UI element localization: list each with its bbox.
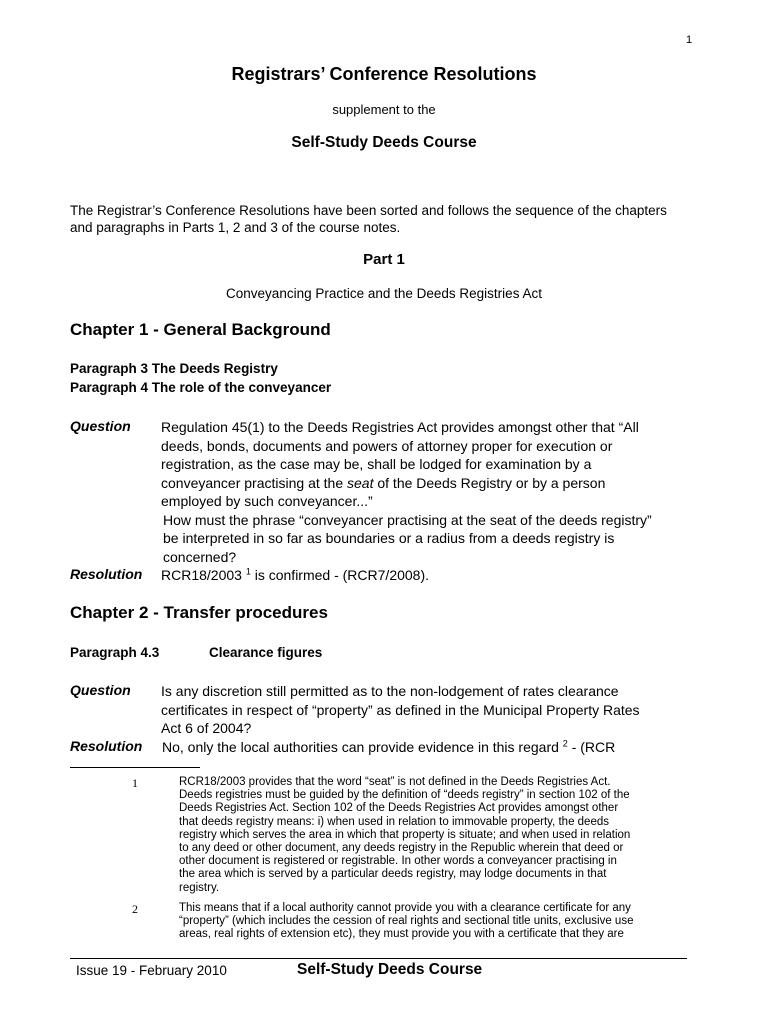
question-line: employed by such conveyancer...” <box>161 493 373 509</box>
document-subtitle: supplement to the <box>332 102 436 117</box>
seat-italic: seat <box>347 474 374 491</box>
footnote-line: other document is registered or registrable. In other words a conveyancer practising in <box>179 855 617 868</box>
footer-course-title: Self-Study Deeds Course <box>297 961 483 978</box>
paragraph-4-heading: Paragraph 4 The role of the conveyancer <box>70 380 332 395</box>
chapter-2-heading: Chapter 2 - Transfer procedures <box>70 603 328 622</box>
question-line: Regulation 45(1) to the Deeds Registries Act provides amongst other that “All <box>161 419 639 435</box>
question-line: registration, as the case may be, shall be lodged for examination by a <box>161 456 592 472</box>
footnote-line: Deeds Registries Act. Section 102 of the Deeds Registries Act provides amongst other <box>179 802 619 815</box>
resolution-label: Resolution <box>70 738 143 754</box>
question-line: be interpreted in so far as boundaries or a radius from a deeds registry is <box>163 530 615 546</box>
question-line: Act 6 of 2004? <box>161 720 252 736</box>
question-line: deeds, bonds, documents and powers of attorney proper for execution or <box>161 437 613 454</box>
part-subtitle: Conveyancing Practice and the Deeds Registries Act <box>226 286 542 301</box>
chapter-1-resolution: RCR18/2003 $^1$ is confirmed - (RCR7/2008). <box>161 566 430 583</box>
footer-rule <box>70 958 687 959</box>
question-line: Is any discretion still permitted as to the non-lodgement of rates clearance <box>161 683 619 699</box>
footnote-line: This means that if a local authority cannot provide you with a clearance certificate for any <box>179 902 631 914</box>
footnote-line: the area which is served by a particular deeds registry, may lodge documents in that <box>179 868 607 881</box>
chapter-2-resolution: No, only the local authorities can provide evidence in this regard $^2$ - (RCR <box>162 738 616 755</box>
footnote-line: Deeds registries must be guided by the definition of “deeds registry” in section 102 of the <box>179 789 630 802</box>
footnote-separator <box>70 767 200 768</box>
document-title: Registrars’ Conference Resolutions <box>231 64 537 84</box>
paragraph-3-heading: Paragraph 3 The Deeds Registry <box>70 361 278 376</box>
footnote-line: registry which serves the area in which that property is situate; and when used in relation <box>179 828 631 841</box>
footnote-2 <box>179 902 719 942</box>
question-label: Question <box>70 418 131 434</box>
footnote-1 <box>179 776 719 895</box>
footer-issue: Issue 19 - February 2010 <box>76 963 227 978</box>
paragraph-4-3-title: Clearance figures <box>209 645 323 660</box>
intro-paragraph: The Registrar’s Conference Resolutions have been sorted and follows the sequence of the chapters and paragraphs in Parts 1, 2 and 3 of the course notes. <box>70 203 667 235</box>
footnote-number: 2 <box>132 902 138 916</box>
chapter-1-question <box>161 418 701 566</box>
footnote-ref-2: 2 <box>562 738 568 749</box>
footnote-ref-1: 1 <box>245 566 251 577</box>
course-title: Self-Study Deeds Course <box>291 134 477 151</box>
footnote-line: “property” (which includes the cession of real rights and sectional title units, exclusive use <box>179 915 634 928</box>
footnote-line: registry. <box>179 881 220 894</box>
footnote-line: areas, real rights of extension etc), they must provide you with a certificate that they are <box>179 928 624 941</box>
chapter-1-heading: Chapter 1 - General Background <box>70 320 331 339</box>
question-label: Question <box>70 682 131 698</box>
question-line: concerned? <box>163 548 237 565</box>
question-line: conveyancer practising at the seat of the Deeds Registry or by a person <box>161 474 606 491</box>
footnote-line: that deeds registry means: i) when used in relation to immovable property, the deeds <box>179 815 609 828</box>
question-line: How must the phrase “conveyancer practising at the seat of the deeds registry” <box>163 511 652 528</box>
footnote-number: 1 <box>132 776 138 790</box>
question-line: certificates in respect of “property” as defined in the Municipal Property Rates <box>161 701 640 718</box>
footnote-line: RCR18/2003 provides that the word “seat” is not defined in the Deeds Registries Act. <box>179 776 611 788</box>
part-title: Part 1 <box>363 251 405 268</box>
resolution-label: Resolution <box>70 566 143 582</box>
chapter-2-question <box>161 682 701 738</box>
page-number: 1 <box>686 34 693 46</box>
paragraph-4-3-number: Paragraph 4.3 <box>70 645 160 660</box>
footnote-line: to any deed or other document, any deeds registry in the Republic wherein that deed or <box>179 842 624 855</box>
